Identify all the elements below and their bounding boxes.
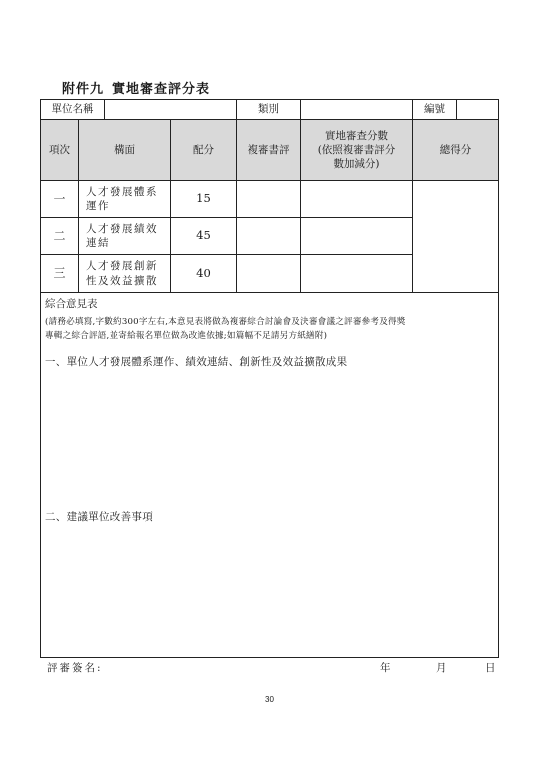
achievements-text-area[interactable] bbox=[45, 372, 495, 502]
row-aspect: 人才發展創新 性及效益擴散 bbox=[86, 260, 158, 287]
row-score: 15 bbox=[196, 191, 211, 206]
comments-note: (請務必填寫,字數約300字左右,本意見表將做為複審綜合討論會及決審會議之評審參考及得獎 專輯之綜合評語,並寄給報名單位做為改進依據;如篇幅不足請另方紙繕附) bbox=[45, 317, 406, 341]
section-achievements-heading: 一、單位人才發展體系運作、績效連結、創新性及效益擴散成果 bbox=[45, 356, 348, 368]
category-label: 類別 bbox=[258, 103, 279, 116]
row-index: 二 bbox=[53, 228, 66, 243]
row-review-field[interactable] bbox=[237, 218, 300, 254]
attachment-number: 附件九 bbox=[62, 82, 105, 97]
page-number: 30 bbox=[265, 695, 274, 704]
date-month-label: 月 bbox=[436, 662, 447, 674]
form-title: 實地審查評分表 bbox=[112, 82, 211, 97]
document-title bbox=[62, 78, 210, 97]
category-field[interactable] bbox=[301, 100, 412, 119]
header-item: 項次 bbox=[49, 143, 70, 156]
section-improvements-heading: 二、建議單位改善事項 bbox=[45, 511, 153, 523]
row-score: 45 bbox=[196, 228, 211, 243]
total-score-field[interactable] bbox=[413, 181, 498, 292]
header-aspect: 構面 bbox=[114, 143, 135, 156]
row-onsite-field[interactable] bbox=[301, 255, 412, 292]
header-score: 配分 bbox=[193, 143, 214, 156]
improvements-text-area[interactable] bbox=[45, 527, 495, 652]
number-label: 編號 bbox=[424, 103, 445, 116]
row-onsite-field[interactable] bbox=[301, 181, 412, 217]
date-year-label: 年 bbox=[380, 662, 391, 674]
header-onsite-score: 實地審查分數 (依照複審書評分 數加減分) bbox=[317, 129, 396, 171]
divider bbox=[40, 292, 499, 293]
header-review: 複審書評 bbox=[247, 143, 290, 156]
row-review-field[interactable] bbox=[237, 255, 300, 292]
signature-label: 評審簽名: bbox=[47, 662, 103, 674]
row-aspect: 人才發展績效 連結 bbox=[86, 222, 158, 249]
row-aspect: 人才發展體系 運作 bbox=[86, 185, 158, 212]
unit-name-field[interactable] bbox=[105, 100, 236, 119]
number-field[interactable] bbox=[457, 100, 498, 119]
row-index: 一 bbox=[53, 191, 66, 206]
signature-field[interactable] bbox=[110, 658, 370, 674]
row-index: 三 bbox=[53, 266, 66, 281]
row-onsite-field[interactable] bbox=[301, 218, 412, 254]
comments-label: 綜合意見表 bbox=[45, 298, 98, 310]
header-total: 總得分 bbox=[439, 143, 472, 156]
unit-name-label: 單位名稱 bbox=[51, 103, 94, 116]
row-review-field[interactable] bbox=[237, 181, 300, 217]
date-day-label: 日 bbox=[485, 662, 496, 674]
row-score: 40 bbox=[196, 265, 211, 280]
